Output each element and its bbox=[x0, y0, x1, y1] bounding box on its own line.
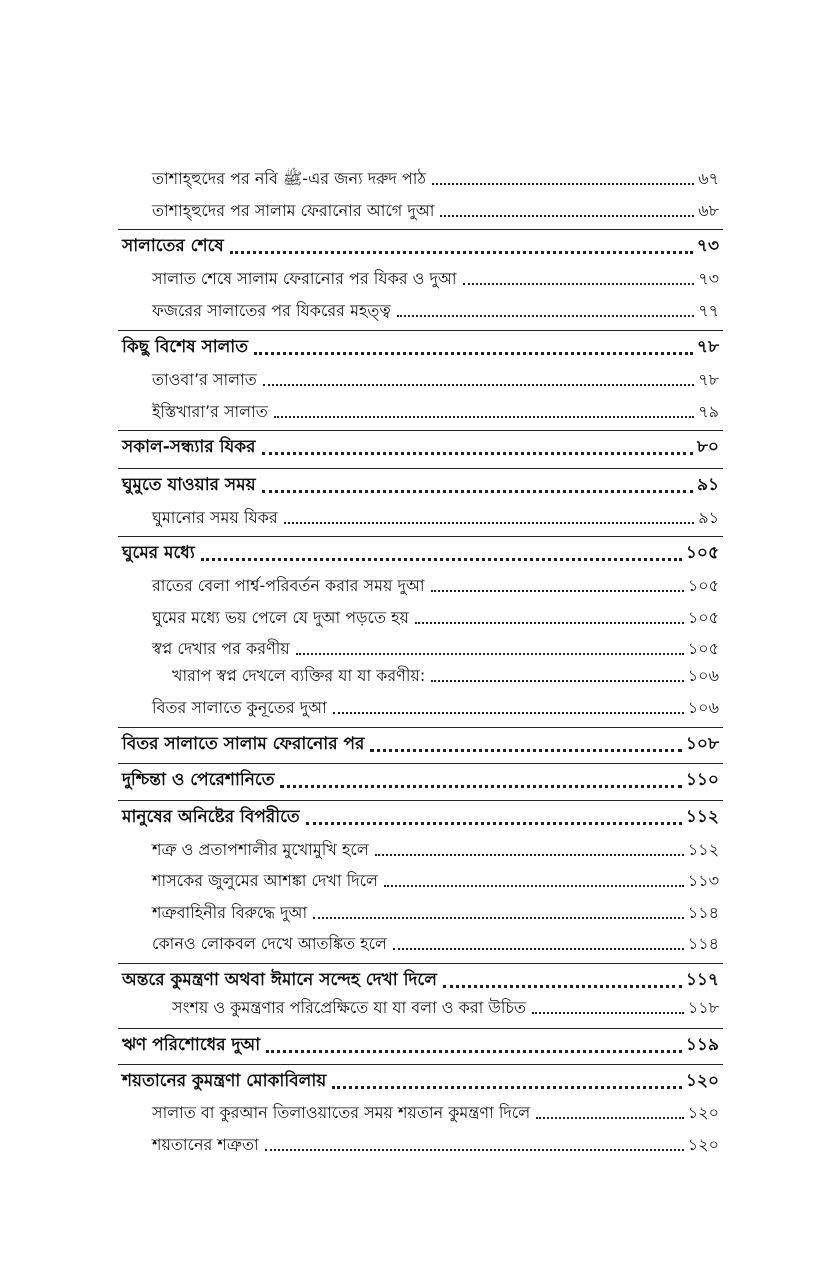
toc-entry-page: ১০৫ bbox=[687, 575, 719, 595]
dot-leader bbox=[432, 183, 694, 185]
toc-entry-page: ১০৫ bbox=[687, 638, 719, 658]
toc-entry-page: ৭৩ bbox=[698, 268, 719, 288]
toc-entry-title: শয়তানের শত্রুতা bbox=[152, 1134, 259, 1154]
section-divider bbox=[118, 963, 723, 964]
section-divider bbox=[118, 430, 723, 431]
toc-entry bbox=[172, 993, 719, 1023]
dot-leader bbox=[431, 680, 684, 682]
toc-entry-title: তাশাহ্হুদের পর সালাম ফেরানোর আগে দুআ bbox=[152, 200, 435, 220]
toc-entry-page: ১২০ bbox=[687, 1134, 719, 1154]
dot-leader bbox=[280, 785, 681, 788]
toc-section-title: কিছু বিশেষ সালাত bbox=[122, 337, 248, 357]
dot-leader bbox=[397, 315, 694, 317]
toc-entry-page: ১০৬ bbox=[687, 665, 719, 685]
toc-section bbox=[122, 232, 719, 262]
toc-section-page: ১১৭ bbox=[685, 970, 719, 990]
toc-section bbox=[122, 730, 719, 760]
toc-section-title: ঘুমের মধ্যে bbox=[122, 543, 195, 563]
toc-entry bbox=[152, 929, 719, 959]
section-divider bbox=[118, 536, 723, 537]
dot-leader bbox=[266, 1050, 682, 1053]
toc-entry bbox=[172, 661, 719, 691]
toc-entry-page: ১১৪ bbox=[687, 902, 719, 922]
dot-leader bbox=[384, 885, 684, 887]
section-divider bbox=[118, 800, 723, 801]
toc-entry bbox=[152, 196, 719, 226]
toc-entry-page: ১১৮ bbox=[687, 997, 719, 1017]
toc-entry bbox=[152, 1098, 719, 1128]
toc-entry-title: কোনও লোকবল দেখে আতঙ্কিত হলে bbox=[152, 933, 387, 953]
dot-leader bbox=[463, 283, 695, 285]
toc-entry-title: ঘুমানোর সময় যিকর bbox=[152, 507, 278, 527]
dot-leader bbox=[415, 622, 684, 624]
toc-entry bbox=[152, 365, 719, 395]
toc-entry-title: ঘুমের মধ্যে ভয় পেলে যে দুআ পড়তে হয় bbox=[152, 607, 409, 627]
dot-leader bbox=[393, 948, 684, 950]
dot-leader bbox=[274, 416, 694, 418]
toc-entry bbox=[152, 866, 719, 896]
toc-section bbox=[122, 539, 719, 569]
toc-section bbox=[122, 333, 719, 363]
toc-section-title: শয়তানের কুমন্ত্রণা মোকাবিলায় bbox=[122, 1071, 327, 1091]
toc-entry-title: শত্রুবাহিনীর বিরুদ্ধে দুআ bbox=[152, 902, 308, 922]
toc-section-page: ১০৫ bbox=[685, 543, 719, 563]
toc-entry-title: শাসকের জুলুমের আশঙ্কা দেখা দিলে bbox=[152, 870, 378, 890]
dot-leader bbox=[262, 452, 693, 455]
dot-leader bbox=[536, 1117, 684, 1119]
toc-entry bbox=[152, 693, 719, 723]
section-divider bbox=[118, 763, 723, 764]
dot-leader bbox=[370, 749, 681, 752]
toc-entry-title: স্বপ্ন দেখার পর করণীয় bbox=[152, 638, 290, 658]
toc-section-page: ৮০ bbox=[696, 437, 719, 457]
toc-section-page: ১০৮ bbox=[685, 734, 719, 754]
toc-entry bbox=[152, 397, 719, 427]
toc-entry bbox=[152, 503, 719, 533]
toc-entry-title: সংশয় ও কুমন্ত্রণার পরিপ্রেক্ষিতে যা যা বলা ও করা উচিত bbox=[172, 997, 527, 1017]
toc-section-title: দুশ্চিন্তা ও পেরেশানিতে bbox=[122, 770, 275, 790]
dot-leader bbox=[296, 653, 684, 655]
toc-section-title: সকাল-সন্ধ্যার যিকর bbox=[122, 437, 256, 457]
section-divider bbox=[118, 468, 723, 469]
toc-section-page: ১১০ bbox=[685, 770, 719, 790]
toc-entry-title: তাশাহ্হুদের পর নবি ﷺ-এর জন্য দরুদ পাঠ bbox=[152, 168, 426, 188]
toc-entry bbox=[152, 835, 719, 865]
toc-entry-title: বিতর সালাতে কুনূতের দুআ bbox=[152, 697, 327, 717]
section-divider bbox=[118, 330, 723, 331]
dot-leader bbox=[313, 917, 684, 919]
toc-entry-page: ৭৮ bbox=[698, 369, 719, 389]
toc-entry bbox=[152, 571, 719, 601]
dot-leader bbox=[262, 490, 693, 493]
toc-entry-title: ফজরের সালাতের পর যিকরের মহত্ত্ব bbox=[152, 300, 391, 320]
toc-entry-title: ইস্তিখারা’র সালাত bbox=[152, 401, 268, 421]
toc-section bbox=[122, 471, 719, 501]
toc-entry bbox=[152, 634, 719, 664]
section-divider bbox=[118, 1028, 723, 1029]
section-divider bbox=[118, 229, 723, 230]
toc-entry-page: ১১২ bbox=[687, 839, 719, 859]
toc-section-title: বিতর সালাতে সালাম ফেরানোর পর bbox=[122, 734, 365, 754]
dot-leader bbox=[284, 522, 695, 524]
toc-section-page: ৯১ bbox=[696, 475, 719, 495]
toc-entry-page: ৬৭ bbox=[698, 168, 719, 188]
dot-leader bbox=[265, 1149, 684, 1151]
dot-leader bbox=[201, 558, 682, 561]
toc-section-title: ঘুমুতে যাওয়ার সময় bbox=[122, 475, 256, 495]
toc-section bbox=[122, 766, 719, 796]
toc-section bbox=[122, 1031, 719, 1061]
toc-section-title: ঋণ পরিশোধের দুআ bbox=[122, 1035, 261, 1055]
toc-section-page: ১১৯ bbox=[685, 1035, 719, 1055]
toc-entry bbox=[152, 264, 719, 294]
toc-entry bbox=[152, 296, 719, 326]
dot-leader bbox=[263, 384, 694, 386]
toc-entry-page: ১২০ bbox=[687, 1102, 719, 1122]
toc-entry-page: ৭৯ bbox=[698, 401, 719, 421]
toc-entry bbox=[152, 898, 719, 928]
toc-section bbox=[122, 433, 719, 463]
toc-entry-title: শত্রু ও প্রতাপশালীর মুখোমুখি হলে bbox=[152, 839, 369, 859]
dot-leader bbox=[230, 251, 693, 254]
toc-entry-title: তাওবা’র সালাত bbox=[152, 369, 257, 389]
toc-section-page: ৭৮ bbox=[696, 337, 719, 357]
toc-entry-page: ১০৬ bbox=[687, 697, 719, 717]
toc-section bbox=[122, 803, 719, 833]
dot-leader bbox=[431, 590, 684, 592]
dot-leader bbox=[306, 822, 682, 825]
dot-leader bbox=[254, 352, 693, 355]
toc-entry bbox=[152, 1130, 719, 1160]
toc-entry-title: সালাত বা কুরআন তিলাওয়াতের সময় শয়তান কুমন্ত্রণা দিলে bbox=[152, 1102, 531, 1122]
toc-section bbox=[122, 966, 719, 996]
toc-section-page: ৭৩ bbox=[696, 236, 719, 256]
dot-leader bbox=[375, 854, 684, 856]
toc-section-title: অন্তরে কুমন্ত্রণা অথবা ঈমানে সন্দেহ দেখা দিলে bbox=[122, 970, 437, 990]
toc-entry-page: ১১৪ bbox=[687, 933, 719, 953]
toc-entry-page: ৯১ bbox=[698, 507, 719, 527]
toc-section bbox=[122, 1067, 719, 1097]
toc-entry-title: খারাপ স্বপ্ন দেখলে ব্যক্তির যা যা করণীয়: bbox=[172, 665, 426, 685]
toc-entry-page: ১১৩ bbox=[687, 870, 719, 890]
toc-entry-title: সালাত শেষে সালাম ফেরানোর পর যিকর ও দুআ bbox=[152, 268, 457, 288]
dot-leader bbox=[333, 712, 684, 714]
toc-entry-page: ৭৭ bbox=[698, 300, 719, 320]
toc-entry bbox=[152, 164, 719, 194]
section-divider bbox=[118, 727, 723, 728]
toc-section-title: মানুষের অনিষ্টের বিপরীতে bbox=[122, 807, 300, 827]
dot-leader bbox=[532, 1012, 684, 1014]
toc-section-page: ১১২ bbox=[685, 807, 719, 827]
section-divider bbox=[118, 1064, 723, 1065]
dot-leader bbox=[332, 1086, 682, 1089]
dot-leader bbox=[443, 985, 682, 988]
toc-entry-page: ৬৮ bbox=[698, 200, 719, 220]
toc-section-title: সালাতের শেষে bbox=[122, 236, 224, 256]
toc-entry bbox=[152, 603, 719, 633]
toc-section-page: ১২০ bbox=[685, 1071, 719, 1091]
toc-entry-title: রাতের বেলা পার্শ্ব-পরিবর্তন করার সময় দুআ bbox=[152, 575, 425, 595]
toc-entry-page: ১০৫ bbox=[687, 607, 719, 627]
dot-leader bbox=[440, 215, 694, 217]
